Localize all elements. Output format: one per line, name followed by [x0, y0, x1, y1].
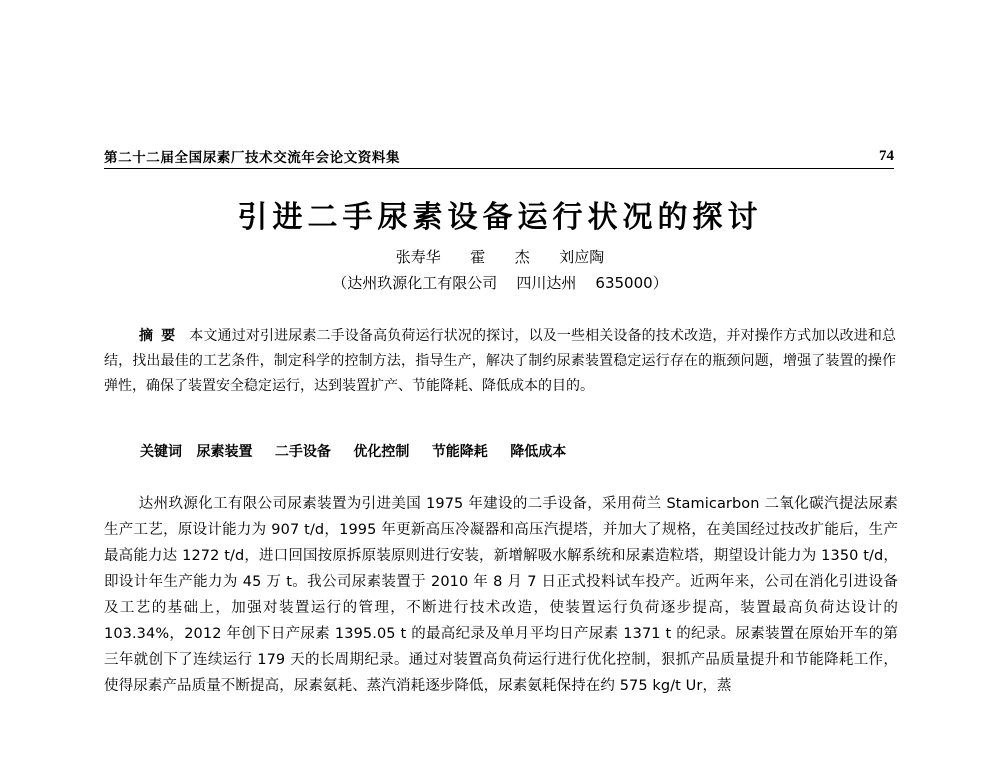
author-affiliation: （达州玖源化工有限公司 四川达州 635000） — [332, 274, 668, 292]
keywords-label: 关键词 — [140, 444, 182, 460]
keyword-item: 尿素装置 — [196, 444, 253, 460]
proceedings-series-title: 第二十二届全国尿素厂技术交流年会论文资料集 — [104, 150, 401, 166]
body-paragraph: 达州玖源化工有限公司尿素装置为引进美国 1975 年建设的二手设备，采用荷兰 Stamicarbon 二氧化碳汽提法尿素生产工艺，原设计能力为 907 t/d，1995 年更新高压冷凝器和高压汽提塔，并加大了规格，在美国经过技改扩能后，生产最高能力达 1272 t/d，进口回国按原拆原装原则进行安装，新增解吸水解系统和尿素造粒塔，期望设计能力为 1350 t/d，即设计年生产能力为 45 万 t。我公司尿素装置于 2010 年 8 月 7 日正式投料试车投产。近两年来，公司在消化引进设备及工艺的基础上，加强对装置运行的管理，不断进行技术改造，使装置运行负荷逐步提高，装置最高负荷达设计的 103.34%，2012 年创下日产尿素 1395.05 t 的最高纪录及单月平均日产尿素 1371 t 的纪录。尿素装置在原始开车的第三年就创下了连续运行 179 天的长周期纪录。通过对装置高负荷运行进行优化控制，狠抓产品质量提升和节能降耗工作，使得尿素产品质量不断提高，尿素氨耗、蒸汽消耗逐步降低，尿素氨耗保持在约 575 kg/t Ur，蒸 — [104, 496, 898, 694]
keyword-item: 节能降耗 — [431, 444, 488, 460]
running-header — [104, 146, 894, 169]
keyword-item: 二手设备 — [274, 444, 331, 460]
keyword-item: 降低成本 — [510, 444, 567, 460]
abstract-text: 本文通过对引进尿素二手设备高负荷运行状况的探讨，以及一些相关设备的技术改造，并对操作方式加以改进和总结，找出最佳的工艺条件，制定科学的控制方法，指导生产，解决了制约尿素装置稳定运行存在的瓶颈问题，增强了装置的操作弹性，确保了装置安全稳定运行，达到装置扩产、节能降耗、降低成本的目的。 — [104, 328, 897, 394]
keyword-item: 优化控制 — [353, 444, 410, 460]
paper-title: 引进二手尿素设备运行状况的探讨 — [237, 200, 763, 235]
abstract-label: 摘要 — [139, 328, 184, 344]
abstract-paragraph — [104, 324, 896, 399]
paper-authors: 张寿华 霍 杰 刘应陶 — [395, 248, 605, 266]
page-number: 74 — [879, 148, 894, 164]
keywords-line — [140, 441, 900, 461]
